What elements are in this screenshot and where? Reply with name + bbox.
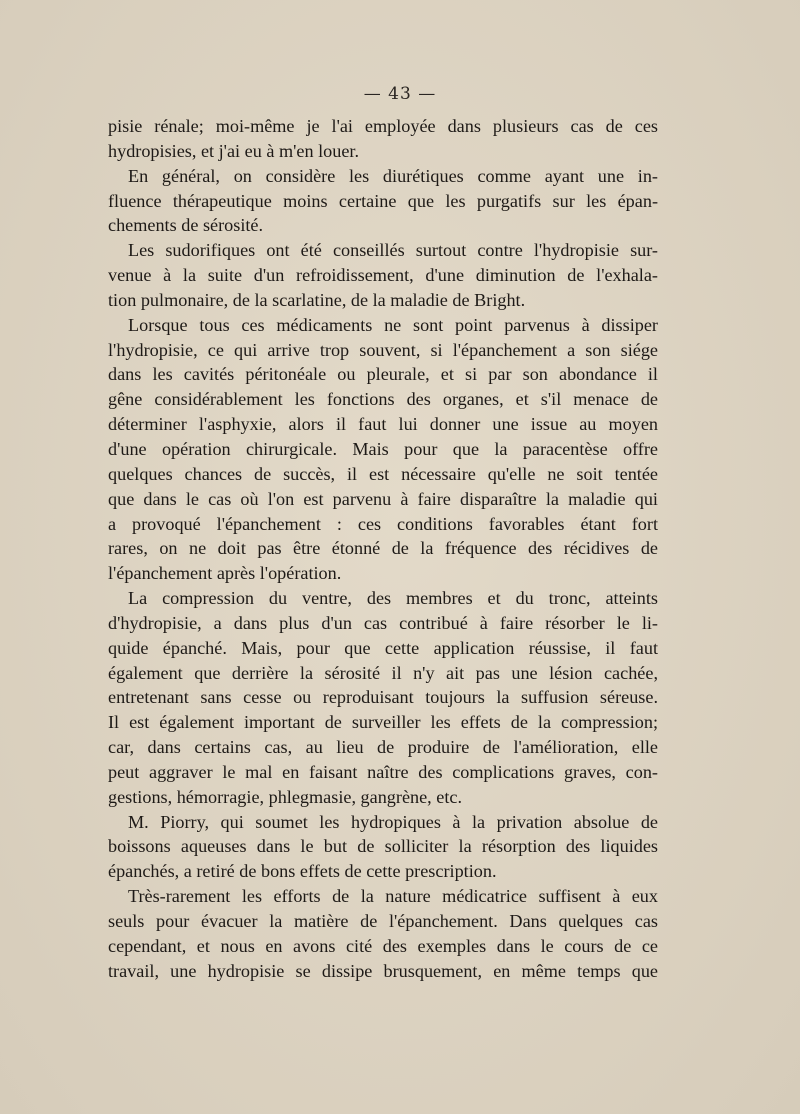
paragraph	[108, 586, 658, 810]
text-line: En général, on considère les diurétiques comme ayant une in-	[128, 165, 658, 186]
text-line: que dans le cas où l'on est parvenu à faire disparaître la maladie qui	[108, 488, 658, 509]
text-line: Lorsque tous ces médicaments ne sont point parvenus à dissiper	[128, 314, 658, 335]
text-line: Les sudorifiques ont été conseillés surtout contre l'hydropisie sur-	[128, 240, 658, 261]
text-line: l'hydropisie, ce qui arrive trop souvent, si l'épanchement a son siége	[108, 339, 658, 360]
page-number: — 43 —	[363, 84, 437, 104]
paragraph	[108, 810, 658, 885]
paragraph	[108, 164, 658, 239]
text-line: gestions, hémorragie, phlegmasie, gangrène, etc.	[108, 786, 463, 807]
text-line: gêne considérablement les fonctions des organes, et s'il menace de	[108, 389, 658, 410]
text-line: dans les cavités péritonéale ou pleurale, et si par son abondance il	[108, 364, 658, 385]
text-line: d'une opération chirurgicale. Mais pour que la paracentèse offre	[108, 438, 658, 459]
text-line: d'hydropisie, a dans plus d'un cas contribué à faire résorber le li-	[108, 612, 658, 633]
text-line: boissons aqueuses dans le but de solliciter la résorption des liquides	[108, 836, 658, 857]
text-line: quelques chances de succès, il est nécessaire qu'elle ne soit tentée	[108, 463, 658, 484]
text-line: déterminer l'asphyxie, alors il faut lui donner une issue au moyen	[108, 414, 658, 435]
text-line: l'épanchement après l'opération.	[108, 563, 342, 584]
text-line: venue à la suite d'un refroidissement, d'une diminution de l'exhala-	[108, 265, 658, 286]
text-line: hydropisies, et j'ai eu à m'en louer.	[108, 140, 360, 161]
paragraph	[108, 114, 658, 164]
text-line: épanchés, a retiré de bons effets de cette prescription.	[108, 861, 497, 882]
body-text	[108, 114, 658, 984]
text-line: car, dans certains cas, au lieu de produire de l'amélioration, elle	[108, 737, 658, 758]
text-line: quide épanché. Mais, pour que cette application réussise, il faut	[108, 637, 658, 658]
text-line: entretenant sans cesse ou reproduisant toujours la suffusion séreuse.	[108, 687, 658, 708]
text-line: chements de sérosité.	[108, 215, 264, 236]
text-line: Très-rarement les efforts de la nature médicatrice suffisent à eux	[128, 886, 658, 907]
text-line: a provoqué l'épanchement : ces conditions favorables étant fort	[108, 513, 658, 534]
text-line: cependant, et nous en avons cité des exemples dans le cours de ce	[108, 935, 658, 956]
text-line: seuls pour évacuer la matière de l'épanchement. Dans quelques cas	[108, 911, 658, 931]
paragraph	[108, 884, 658, 983]
text-line: tion pulmonaire, de la scarlatine, de la maladie de Bright.	[108, 289, 526, 310]
text-line: également que derrière la sérosité il n'y ait pas une lésion cachée,	[108, 662, 658, 683]
paragraph	[108, 313, 658, 586]
text-line: rares, on ne doit pas être étonné de la fréquence des récidives de	[108, 538, 658, 559]
text-line: travail, une hydropisie se dissipe brusquement, en même temps que	[108, 960, 658, 981]
text-line: pisie rénale; moi-même je l'ai employée dans plusieurs cas de ces	[108, 116, 658, 136]
text-line: Il est également important de surveiller les effets de la compression;	[108, 712, 658, 733]
text-line: M. Piorry, qui soumet les hydropiques à la privation absolue de	[128, 811, 658, 832]
text-line: La compression du ventre, des membres et du tronc, atteints	[128, 588, 658, 609]
paragraph	[108, 238, 658, 313]
text-line: fluence thérapeutique moins certaine que les purgatifs sur les épan-	[108, 190, 658, 211]
text-line: peut aggraver le mal en faisant naître des complications graves, con-	[108, 761, 658, 782]
